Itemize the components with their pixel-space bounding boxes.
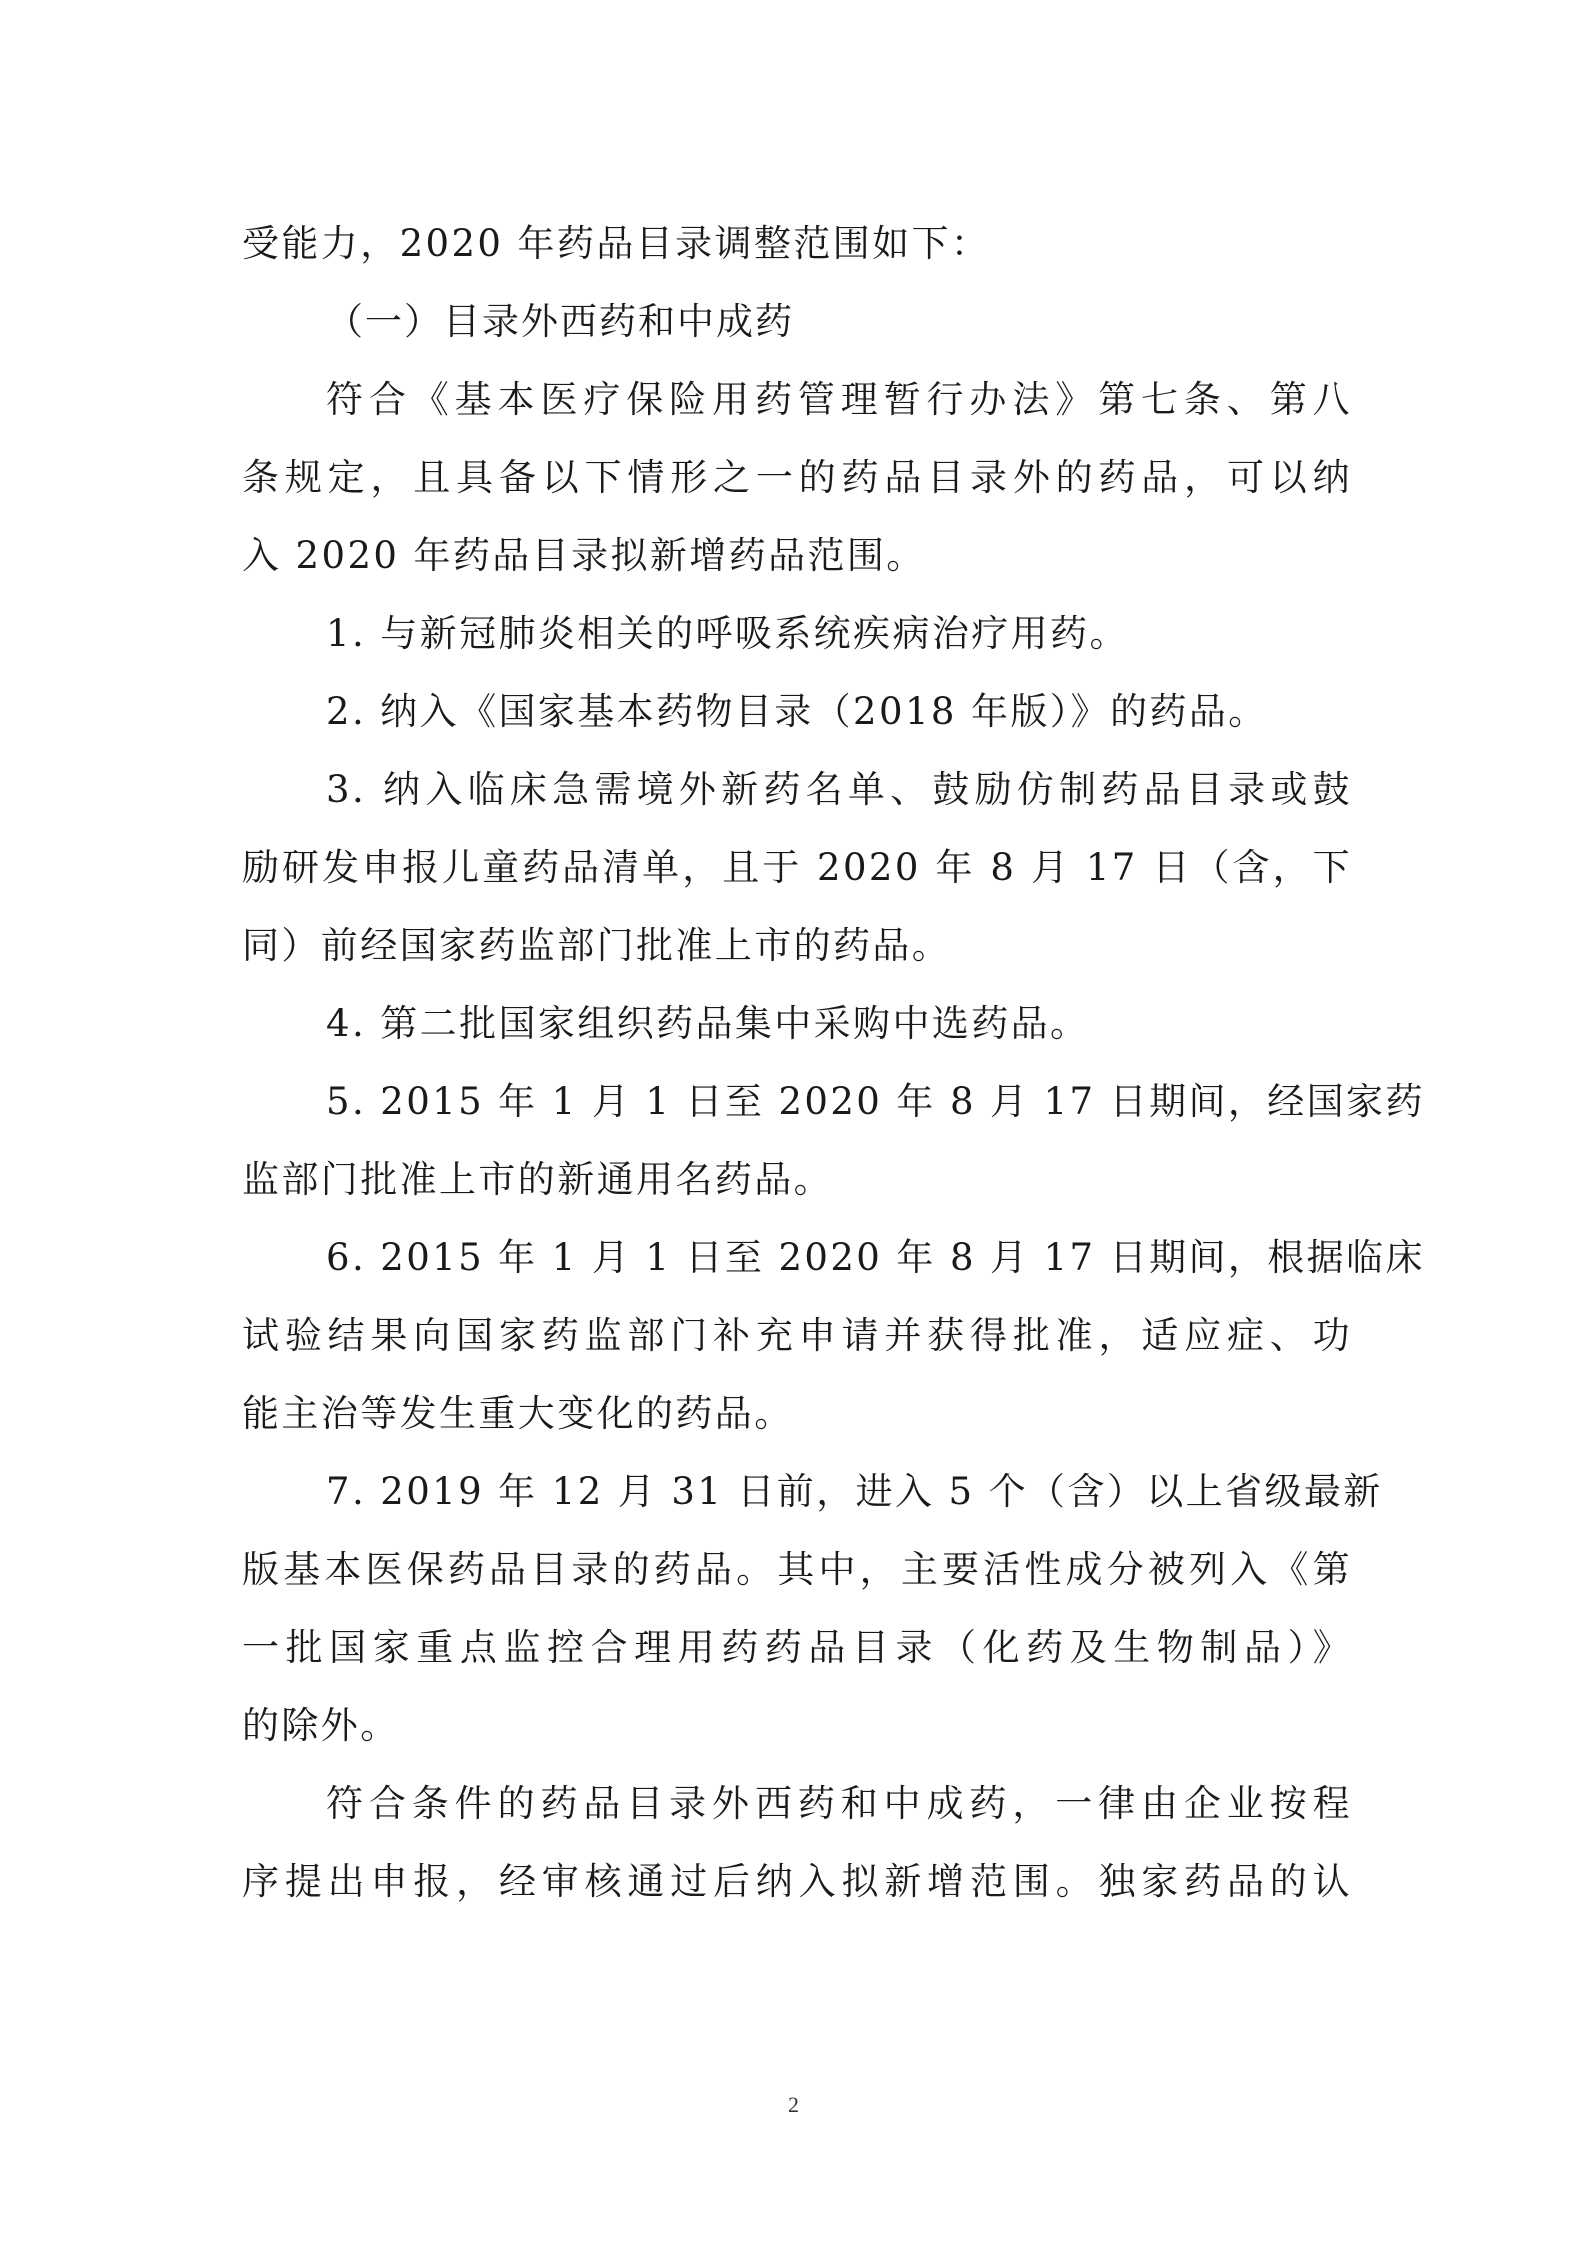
list-item-continued: 试验结果向国家药监部门补充申请并获得批准，适应症、功 bbox=[242, 1314, 1352, 1357]
list-item: 2. 纳入《国家基本药物目录（2018 年版）》的药品。 bbox=[326, 690, 1268, 733]
list-item: 3. 纳入临床急需境外新药名单、鼓励仿制药品目录或鼓 bbox=[326, 768, 1352, 811]
list-item-continued: 的除外。 bbox=[242, 1704, 400, 1747]
list-item: 4. 第二批国家组织药品集中采购中选药品。 bbox=[326, 1002, 1090, 1045]
list-item: 1. 与新冠肺炎相关的呼吸系统疾病治疗用药。 bbox=[326, 612, 1129, 655]
list-item: 7. 2019 年 12 月 31 日前，进入 5 个（含）以上省级最新 bbox=[326, 1470, 1383, 1513]
body-text bbox=[242, 205, 1425, 1921]
list-item-continued: 能主治等发生重大变化的药品。 bbox=[242, 1392, 794, 1435]
paragraph-line: 受能力，2020 年药品目录调整范围如下： bbox=[242, 222, 991, 265]
list-item: 6. 2015 年 1 月 1 日至 2020 年 8 月 17 日期间，根据临床 bbox=[326, 1236, 1425, 1279]
list-item-continued: 一批国家重点监控合理用药药品目录（化药及生物制品）》 bbox=[242, 1626, 1352, 1669]
paragraph-line: 入 2020 年药品目录拟新增药品范围。 bbox=[242, 534, 926, 577]
paragraph-line: 条规定，且具备以下情形之一的药品目录外的药品，可以纳 bbox=[242, 456, 1352, 499]
list-item: 5. 2015 年 1 月 1 日至 2020 年 8 月 17 日期间，经国家药 bbox=[326, 1080, 1425, 1123]
list-item-continued: 同）前经国家药监部门批准上市的药品。 bbox=[242, 924, 952, 967]
list-item-continued: 监部门批准上市的新通用名药品。 bbox=[242, 1158, 833, 1201]
list-item-continued: 励研发申报儿童药品清单，且于 2020 年 8 月 17 日（含，下 bbox=[242, 846, 1352, 889]
section-heading: （一）目录外西药和中成药 bbox=[326, 300, 794, 343]
paragraph-line: 符合《基本医疗保险用药管理暂行办法》第七条、第八 bbox=[326, 378, 1352, 421]
page-number: 2 bbox=[788, 2092, 799, 2117]
list-item-continued: 版基本医保药品目录的药品。其中，主要活性成分被列入《第 bbox=[242, 1548, 1352, 1591]
paragraph-line: 序提出申报，经审核通过后纳入拟新增范围。独家药品的认 bbox=[242, 1860, 1352, 1903]
paragraph-line: 符合条件的药品目录外西药和中成药，一律由企业按程 bbox=[326, 1782, 1352, 1825]
